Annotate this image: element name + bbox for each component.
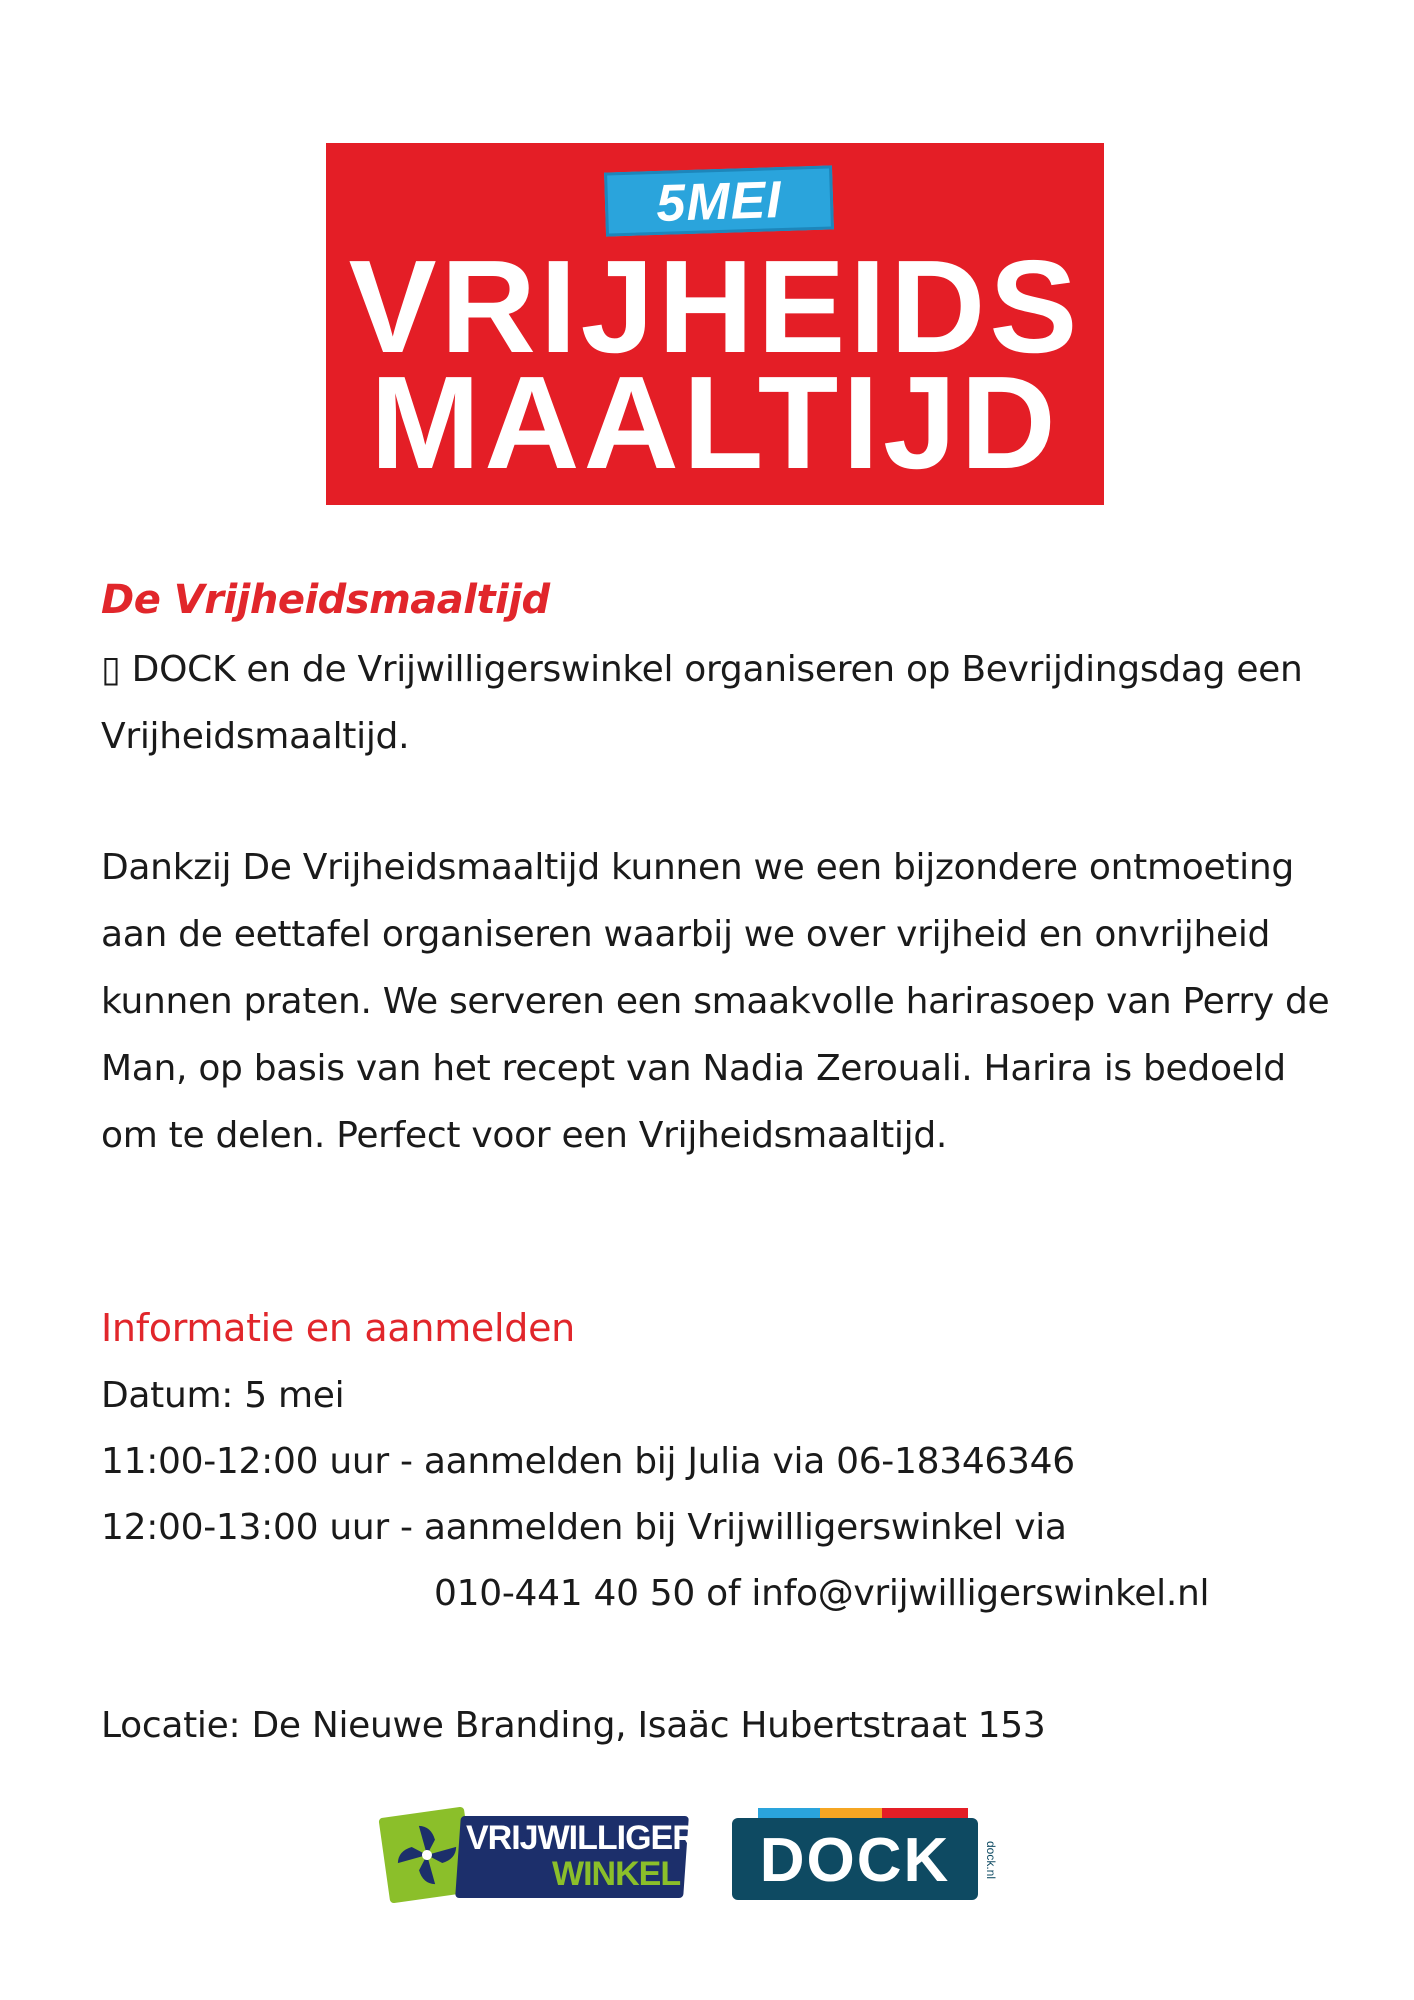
timeslot-1-line: 11:00-12:00 uur - aanmelden bij Julia via 06-18346346 [101, 1441, 1075, 1482]
dock-url: dock.nl [984, 1840, 998, 1880]
banner-line-1: VRIJHEIDS [348, 233, 1082, 380]
vrijwilligerswinkel-line-2: WINKEL [552, 1855, 681, 1893]
date-line: Datum: 5 mei [101, 1375, 345, 1416]
vrijheidsmaaltijd-banner-logo [326, 143, 1104, 505]
banner-line-2: MAALTIJD [370, 349, 1060, 496]
timeslot-2-contact: 010-441 40 50 of info@vrijwilligerswinkel.nl [434, 1573, 1210, 1614]
timeslot-2-line: 12:00-13:00 uur - aanmelden bij Vrijwilligerswinkel via [101, 1507, 1067, 1548]
info-heading: Informatie en aanmelden [101, 1306, 575, 1350]
vrijwilligerswinkel-line-1: VRIJWILLIGERS [466, 1819, 718, 1857]
dock-wordmark: DOCK [759, 1826, 951, 1895]
intro-paragraph: ▯ DOCK en de Vrijwilligerswinkel organiseren op Bevrijdingsdag een Vrijheidsmaaltijd. [101, 649, 1303, 757]
vrijwilligerswinkel-logo [382, 1808, 718, 1902]
tag-text: 5MEI [655, 171, 783, 233]
location-line: Locatie: De Nieuwe Branding, Isaäc Hubertstraat 153 [101, 1705, 1046, 1746]
body-paragraph: Dankzij De Vrijheidsmaaltijd kunnen we een bijzondere ontmoeting aan de eettafel organiseren waarbij we over vrijheid en onvrijheid kunnen praten. We serveren een smaakvolle harirasoep van Perry de Man, op basis van het recept van Nadia Zerouali. Harira is bedoeld om te delen. Perfect voor een Vrijheidsmaaltijd. [101, 847, 1330, 1156]
dock-logo [732, 1808, 1000, 1902]
5-mei-tag [604, 165, 834, 236]
page-title: De Vrijheidsmaaltijd [101, 577, 550, 623]
